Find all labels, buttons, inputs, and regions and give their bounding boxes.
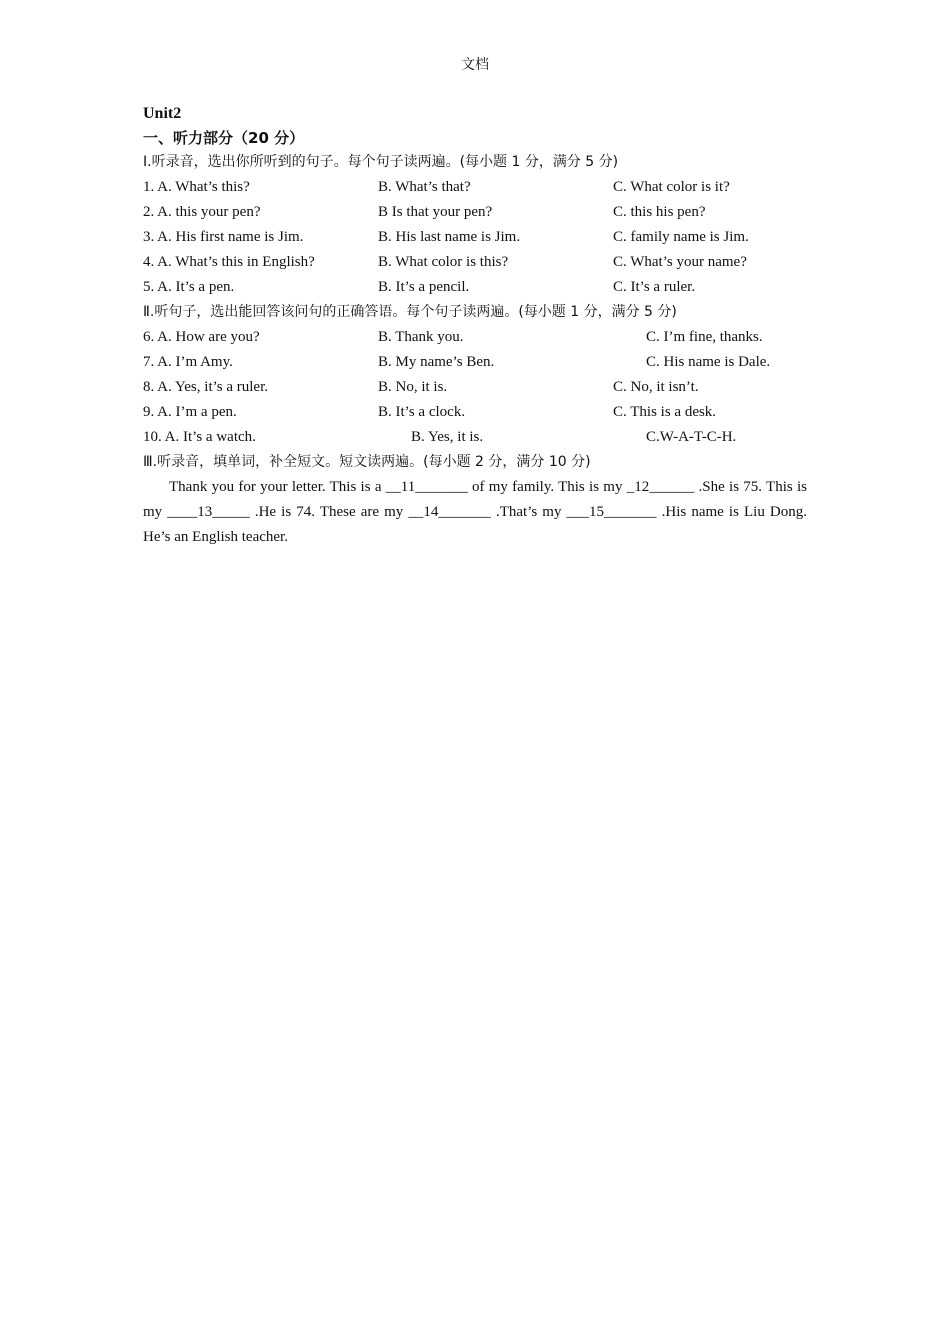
- option-a: 5. A. It’s a pen.: [143, 279, 235, 295]
- option-a: 9. A. I’m a pen.: [143, 404, 237, 420]
- section-2-instruction: Ⅱ.听句子，选出能回答该问句的正确答语。每个句子读两遍。(每小题 1 分，满分 5 分): [143, 304, 677, 320]
- question-row: [143, 175, 807, 200]
- option-c: C. This is a desk.: [613, 404, 717, 420]
- option-c: C. family name is Jim.: [613, 229, 749, 245]
- worksheet-content: [143, 102, 807, 550]
- option-a: 2. A. this your pen?: [143, 204, 261, 220]
- option-a: 10. A. It’s a watch.: [143, 429, 256, 445]
- option-b: B. Thank you.: [378, 329, 464, 345]
- option-b: B. My name’s Ben.: [378, 354, 495, 370]
- option-b: B. It’s a clock.: [378, 404, 466, 420]
- option-a: 7. A. I’m Amy.: [143, 354, 233, 370]
- option-b: B. It’s a pencil.: [378, 279, 470, 295]
- option-c: C. What color is it?: [613, 179, 730, 195]
- option-b: B. His last name is Jim.: [378, 229, 521, 245]
- page-header: 文档: [461, 57, 489, 73]
- question-row: [143, 400, 807, 425]
- option-b: B. What color is this?: [378, 254, 509, 270]
- option-b: B. Yes, it is.: [411, 429, 484, 445]
- option-c: C. His name is Dale.: [646, 354, 771, 370]
- part-heading-listening: 一、听力部分（20 分）: [143, 129, 305, 147]
- cloze-passage-text: Thank you for your letter. This is a __11_______ of my family. This is my _12______ .She is 75. This is my ____13_____ .He is 74. These are my __14_______ .That’s my ___15_______ .His name is Liu Dong. He’s an English teacher.: [143, 479, 807, 545]
- option-c: C.W-A-T-C-H.: [646, 429, 737, 445]
- cloze-passage: [143, 475, 807, 550]
- option-a: 3. A. His first name is Jim.: [143, 229, 304, 245]
- question-row: [143, 350, 807, 375]
- question-row: [143, 275, 807, 300]
- unit-title: Unit2: [143, 105, 182, 122]
- option-c: C. No, it isn’t.: [613, 379, 699, 395]
- option-c: C. It’s a ruler.: [613, 279, 696, 295]
- option-a: 4. A. What’s this in English?: [143, 254, 315, 270]
- option-c: C. What’s your name?: [613, 254, 747, 270]
- question-row: [143, 200, 807, 225]
- option-b: B. No, it is.: [378, 379, 448, 395]
- question-row: [143, 250, 807, 275]
- question-row: [143, 375, 807, 400]
- option-a: 1. A. What’s this?: [143, 179, 250, 195]
- question-row: [143, 425, 807, 450]
- option-a: 8. A. Yes, it’s a ruler.: [143, 379, 269, 395]
- option-b: B. What’s that?: [378, 179, 471, 195]
- section-1-instruction: Ⅰ.听录音，选出你所听到的句子。每个句子读两遍。(每小题 1 分，满分 5 分): [143, 154, 619, 170]
- section-3-instruction: Ⅲ.听录音，填单词，补全短文。短文读两遍。(每小题 2 分，满分 10 分): [143, 454, 591, 470]
- option-a: 6. A. How are you?: [143, 329, 260, 345]
- question-row: [143, 225, 807, 250]
- option-c: C. I’m fine, thanks.: [646, 329, 763, 345]
- option-b: B Is that your pen?: [378, 204, 493, 220]
- option-c: C. this his pen?: [613, 204, 706, 220]
- question-row: [143, 325, 807, 350]
